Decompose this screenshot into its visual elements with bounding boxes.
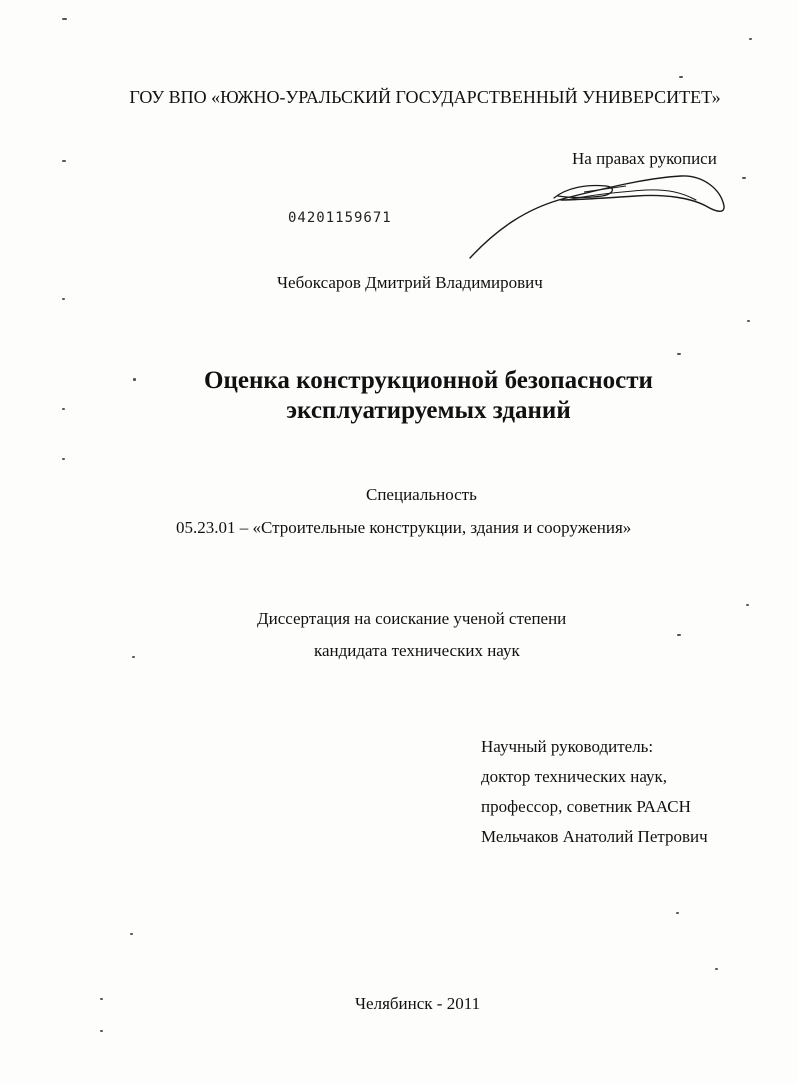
scan-speck	[715, 968, 718, 970]
author-name: Чебоксаров Дмитрий Владимирович	[277, 273, 543, 292]
scan-speck	[749, 38, 752, 40]
specialty-label: Специальность	[366, 485, 477, 504]
scan-speck	[62, 160, 66, 162]
dissertation-title-line-1: Оценка конструкционной безопасности	[204, 367, 653, 394]
manuscript-rights-note: На правах рукописи	[572, 149, 717, 168]
dissertation-title-line-2: эксплуатируемых зданий	[286, 397, 571, 424]
scan-speck	[130, 933, 133, 935]
advisor-position: профессор, советник РААСН	[481, 797, 691, 816]
scan-speck	[62, 18, 67, 20]
university-name: ГОУ ВПО «ЮЖНО-УРАЛЬСКИЙ ГОСУДАРСТВЕННЫЙ УНИВЕРСИТЕТ»	[129, 87, 721, 107]
scan-speck	[677, 634, 681, 636]
scan-speck	[62, 298, 65, 300]
scan-speck	[62, 458, 65, 460]
scan-speck	[100, 1030, 103, 1032]
scan-speck	[747, 320, 750, 322]
handwritten-signature	[466, 170, 731, 265]
scan-speck	[742, 177, 746, 179]
scan-speck	[679, 76, 683, 78]
scan-speck	[746, 604, 749, 606]
degree-line-2: кандидата технических наук	[314, 641, 520, 660]
scan-speck	[132, 656, 135, 658]
advisor-role: Научный руководитель:	[481, 737, 654, 756]
scan-speck	[133, 378, 136, 381]
specialty-code: 05.23.01 – «Строительные конструкции, здания и сооружения»	[176, 518, 632, 537]
advisor-name: Мельчаков Анатолий Петрович	[481, 827, 708, 846]
archive-stamp-number: 04201159671	[288, 210, 392, 226]
scan-speck	[100, 998, 103, 1000]
city-and-year: Челябинск - 2011	[355, 994, 481, 1013]
degree-line-1: Диссертация на соискание ученой степени	[257, 609, 567, 628]
scan-speck	[677, 353, 681, 355]
scan-speck	[62, 408, 65, 410]
scan-speck	[676, 912, 679, 914]
advisor-degree: доктор технических наук,	[481, 767, 668, 786]
